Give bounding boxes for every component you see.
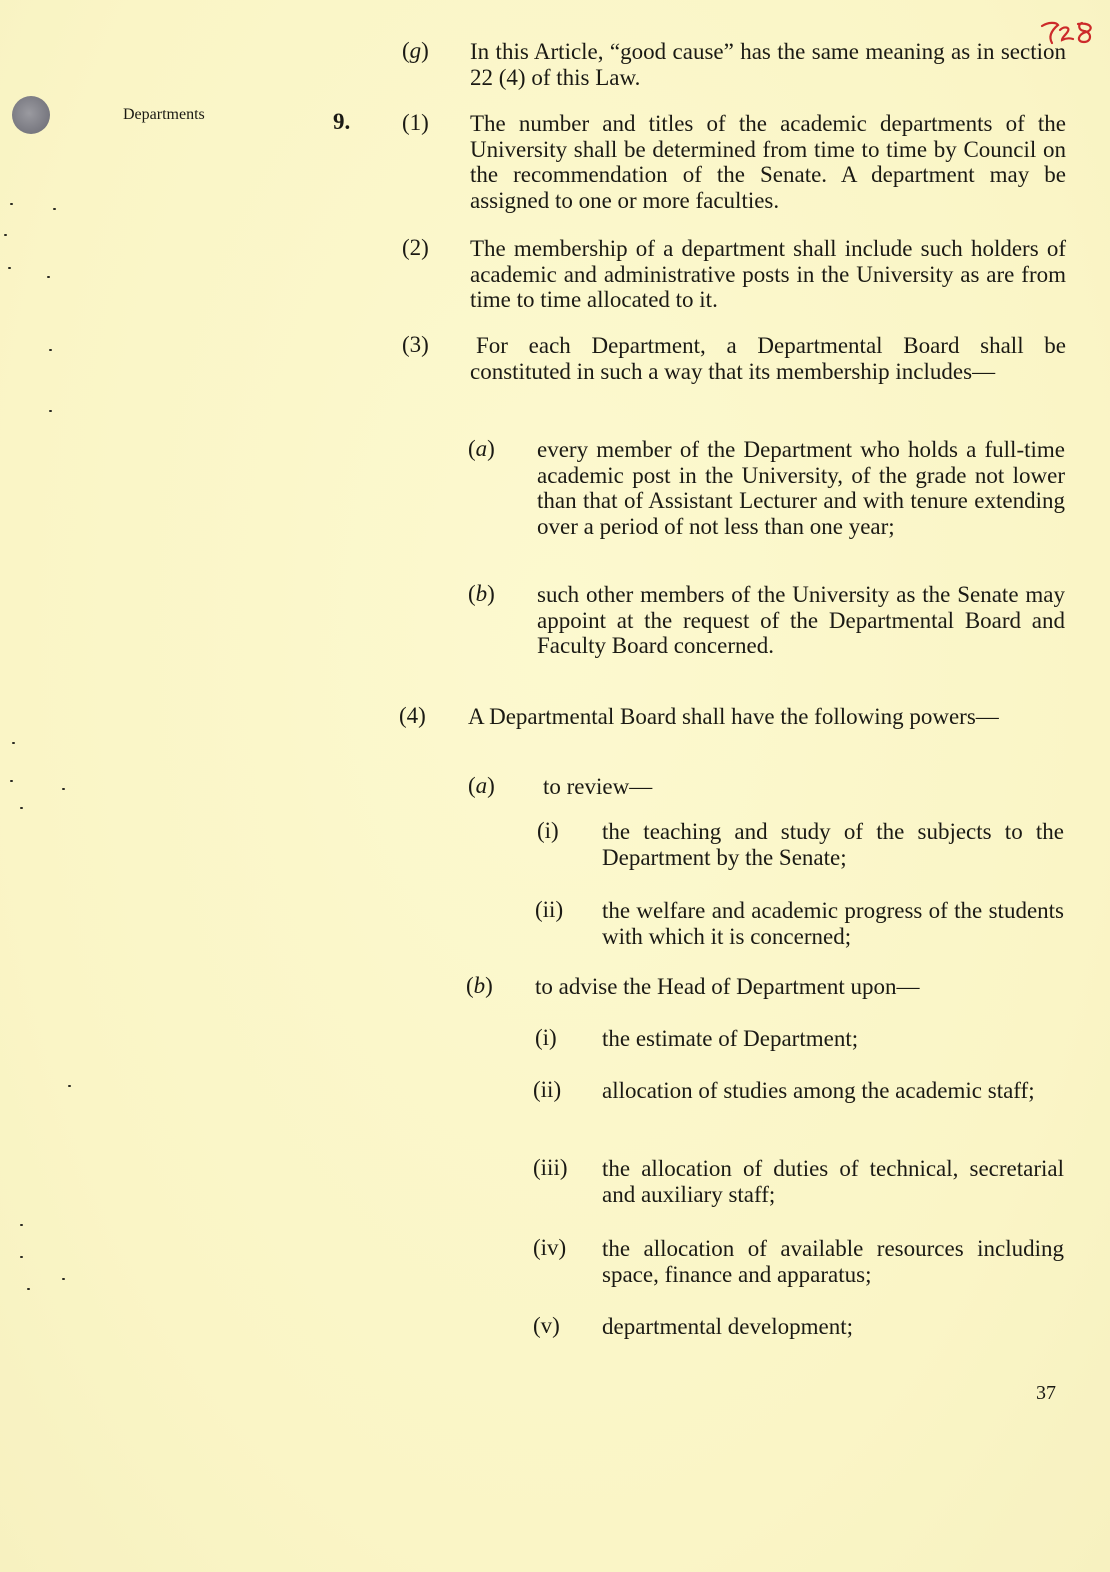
scan-speck <box>49 410 52 412</box>
para-4b-iii-label: (iii) <box>533 1155 568 1180</box>
scan-speck <box>27 1288 30 1290</box>
para-4a-i-label: (i) <box>537 818 559 843</box>
scan-speck <box>68 1085 71 1087</box>
para-4b-iv-label: (iv) <box>533 1235 567 1260</box>
para-g-text: In this Article, “good cause” has the same meaning as in section 22 (4) of this Law. <box>470 39 1066 90</box>
page-number: 37 <box>1036 1382 1056 1404</box>
para-4a-ii-text: the welfare and academic progress of the students with which it is concerned; <box>602 898 1064 949</box>
margin-heading: Departments <box>123 106 205 123</box>
scan-speck <box>10 203 13 205</box>
scan-speck <box>62 1278 65 1280</box>
para-3b-text: such other members of the University as the Senate may appoint at the request of the Departmental Board and Faculty Board concerned. <box>537 582 1065 658</box>
para-4-label: (4) <box>399 703 426 728</box>
para-3a-text: every member of the Department who holds a full-time academic post in the University, of the grade not lower than that of Assistant Lecturer and with tenure extending over a period of not less than one year; <box>537 437 1065 539</box>
scan-speck <box>20 1224 23 1226</box>
scan-speck <box>62 788 65 790</box>
para-g-label: (g) <box>402 38 429 63</box>
para-4a-i-text: the teaching and study of the subjects to the Department by the Senate; <box>602 819 1064 870</box>
para-1-text: The number and titles of the academic departments of the University shall be determined from time to time by Council on the recommendation of the Senate. A department may be assigned to one or more faculties. <box>470 111 1066 213</box>
para-4a-ii-label: (ii) <box>535 897 564 922</box>
para-4b-i-text: the estimate of Department; <box>602 1026 859 1051</box>
para-4a-label: (a) <box>468 773 495 798</box>
para-3-text: For each Department, a Departmental Board shall be constituted in such a way that its membership includes— <box>470 333 1066 384</box>
section-number: 9. <box>333 109 351 134</box>
para-4-text: A Departmental Board shall have the following powers— <box>468 704 999 729</box>
para-1-label: (1) <box>402 110 429 135</box>
para-2-text: The membership of a department shall include such holders of academic and administrative posts in the University as are from time to time allocated to it. <box>470 236 1066 312</box>
scan-speck <box>4 234 7 236</box>
scan-speck <box>8 267 11 269</box>
para-4a-text: to review— <box>543 774 653 799</box>
para-4b-ii-label: (ii) <box>533 1077 562 1102</box>
para-4b-ii-text: allocation of studies among the academic staff; <box>602 1078 1035 1103</box>
scan-speck <box>12 742 15 744</box>
scan-speck <box>53 208 56 210</box>
para-4b-iv-text: the allocation of available resources including space, finance and apparatus; <box>602 1236 1064 1287</box>
punch-hole <box>12 96 50 134</box>
para-4b-text: to advise the Head of Department upon— <box>535 974 920 999</box>
para-4b-v-label: (v) <box>533 1313 560 1338</box>
para-2-label: (2) <box>402 235 429 260</box>
scan-speck <box>47 276 50 278</box>
scan-speck <box>20 807 23 809</box>
para-3a-label: (a) <box>468 436 495 461</box>
scan-speck <box>49 349 52 351</box>
scan-speck <box>10 780 13 782</box>
para-4b-i-label: (i) <box>535 1025 557 1050</box>
para-3-label: (3) <box>402 332 429 357</box>
para-4b-v-text: departmental development; <box>602 1314 853 1339</box>
para-4b-label: (b) <box>466 973 493 998</box>
scan-speck <box>20 1256 23 1258</box>
para-3b-label: (b) <box>468 581 495 606</box>
para-4b-iii-text: the allocation of duties of technical, secretarial and auxiliary staff; <box>602 1156 1064 1207</box>
